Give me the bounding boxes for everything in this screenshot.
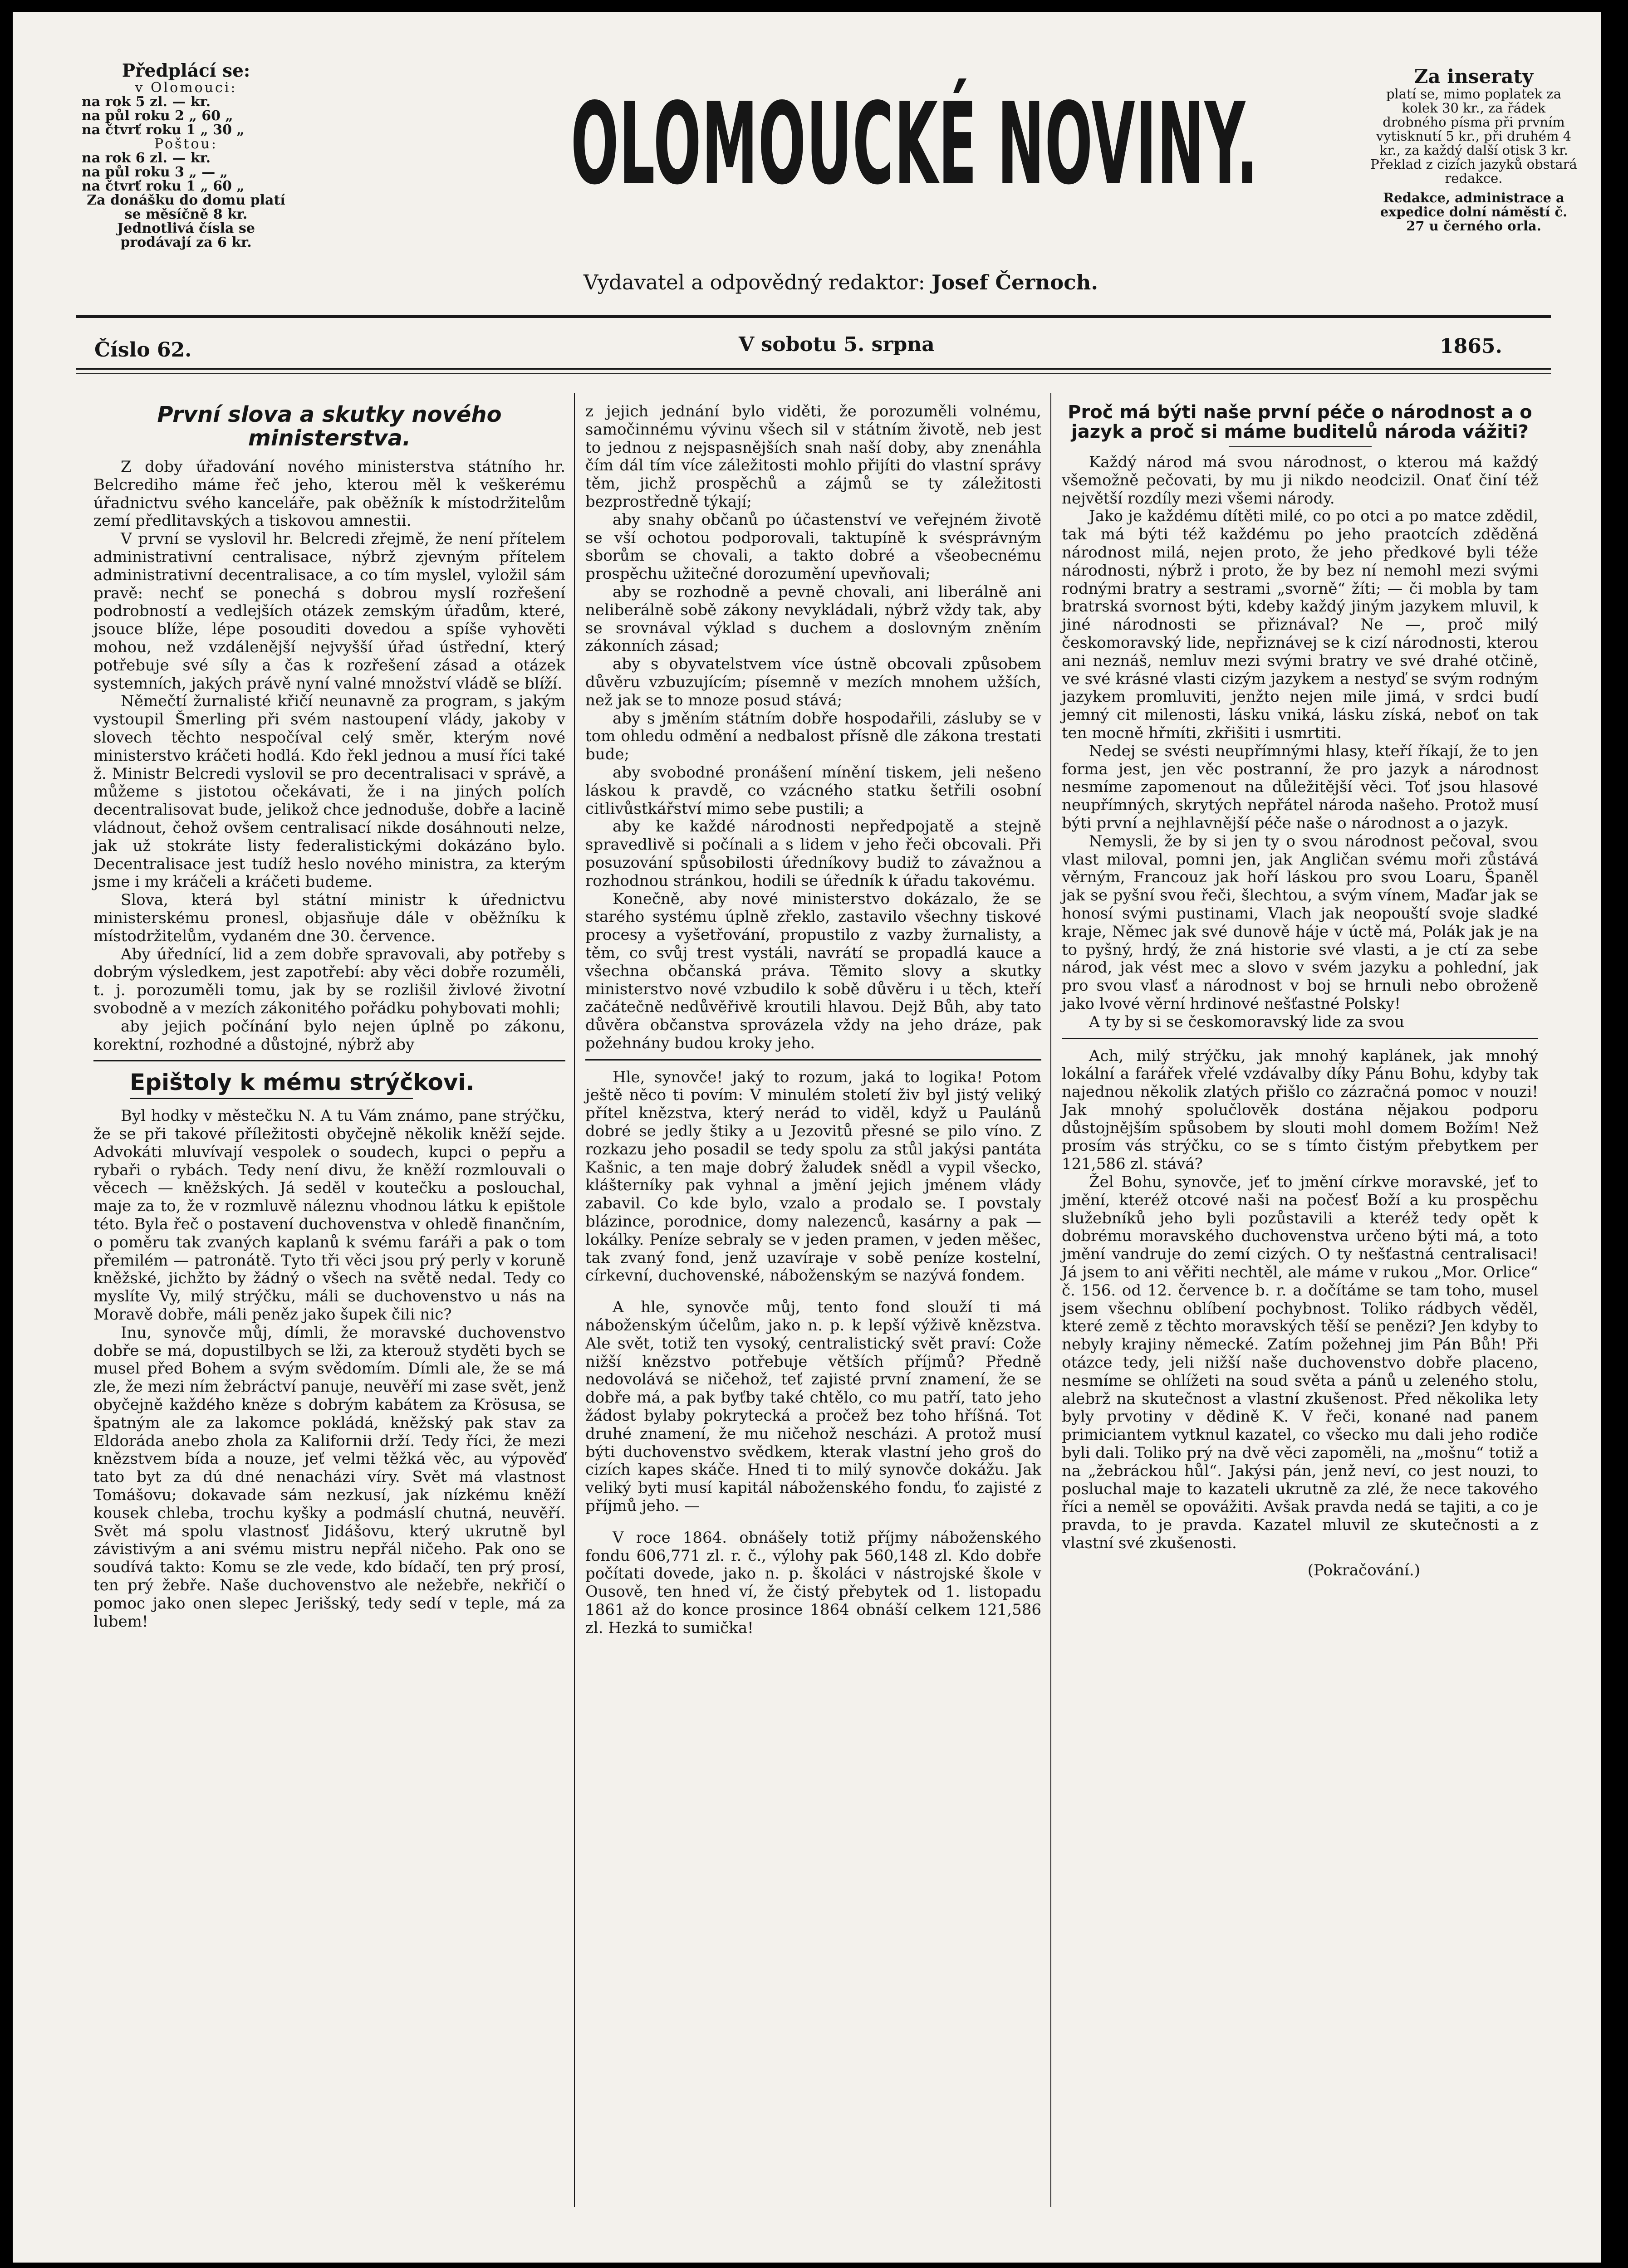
rate-line: na rok 5 zl. — kr. (82, 94, 211, 110)
issue-number: Číslo 62. (94, 338, 192, 362)
article-paragraph: Aby úřednící, lid a zem dobře spravovali, aby potřeby s dobrým výsledkem, jest zapotřebí: aby věci dobře rozuměli, t. j. porozuměli tomu, jak by se rozlišil živlové životní svobodně a v mezích zákonitého pořádku pohybovati mohli; (93, 945, 565, 1017)
publisher-label: Vydavatel a odpovědný redaktor: (583, 270, 925, 294)
column-divider (574, 393, 575, 2207)
post-label: Poštou: (154, 136, 218, 152)
office-address: Redakce, administrace a expedice dolní náměstí č. 27 u černého orla. (1380, 190, 1568, 234)
article-paragraph: aby svobodné pronášení mínění tiskem, jeli nešeno láskou k pravdě, co vzácného statku šetřili osobní citlivůstkářství mimo sebe pustili; a (585, 763, 1041, 818)
article-title: První slova a skutky nového ministerstva. (157, 402, 502, 451)
continued-note: (Pokračování.) (1307, 1561, 1420, 1579)
article-paragraph: Nedej se svésti neupřímnými hlasy, kteří říkají, že to jen forma jest, jen věc postranní, že pro jazyk a národnost nesmíme zapomenout na důležitější věci. Toť jsou hlasové neupřímných, skrytých nepřátel národa našeho. Protož musí býti první a nejhlavnější péče naše o národnost a o jazyk. (1062, 742, 1538, 832)
rate-line: na půl roku 3 „ — „ (82, 164, 228, 180)
subscription-heading: Předplácí se: (122, 60, 250, 81)
article-title: Epištoly k mému strýčkovi. (130, 1069, 475, 1096)
article-paragraph: aby ke každé národnosti nepředpojatě a stejně spravedlivě si počínali a s lidem v jeho řeči obcovali. Při posuzování spůsobilosti úředníkovy budiž to závažnou a rozhodnou stránkou, hodili se úředník k úřadu takovému. (585, 817, 1041, 890)
advertising-box (1369, 66, 1578, 233)
article-paragraph: aby s jměním státním dobře hospodařili, zásluby se v tom ohledu odmění a nedbalost přísně dle zákona trestati bude; (585, 709, 1041, 764)
column-divider (1050, 393, 1051, 2207)
article-paragraph: aby s obyvatelstvem více ústně obcovali způsobem důvěru vzbuzujícím; písemně v mezích mnohem užších, než jak se to mnoze posud stává; (585, 655, 1041, 709)
article-paragraph: Němečtí žurnalisté křičí neunavně za program, s jakým vystoupil Šmerling při svém nastoupení vlády, jakoby v slovech těchto nespočíval celý směr, kterým nové ministerstvo kráčeti hodlá. Kdo řekl jednou a musí říci také ž. Ministr Belcredi vyslovil se pro decentralisaci v správě, a můžeme s jistotou očekávati, že i na jiných polích decentralisovat bude, jelikož chce jednoduše, dobře a lacině vládnout, čehož ovšem centralisací nikde dosáhnouti nelze, jak už stokráte listy federalistickými dokázáno bylo. Decentralisace jest tudíž heslo nového ministra, za kterým jsme i my kráčeli a kráčeti budeme. (93, 692, 566, 891)
article-paragraph: Z doby úřadování nového ministerstva státního hr. Belcrediho máme řeč jeho, kterou měl k veškerému úřadnictvu svého kanceláře, pak oběžník k místodržitelům zemí předlitavských a tiskovou amnestii. (93, 458, 565, 530)
single-issue-note: Jednotlivá čísla se prodávají za 6 kr. (117, 220, 255, 250)
article-title: Proč má býti naše první péče o národnost a o jazyk a proč si máme buditelů národa vážiti? (1068, 402, 1532, 442)
title-underline (130, 1098, 413, 1099)
article-separator (585, 1059, 1041, 1061)
issue-date: V sobotu 5. srpna (739, 333, 935, 356)
ads-heading: Za inseraty (1414, 65, 1534, 88)
column-1 (93, 403, 565, 1631)
masthead-title: OLOMOUCKÉ NOVINY. (571, 79, 1258, 210)
publisher-line (512, 270, 1170, 294)
article-paragraph: Hle, synovče! jaký to rozum, jaká to logika! Potom ještě něco ti povím: V minulém století živ byl jistý veliký přítel knězstva, který nerád to viděl, když u Paulánů dobré se jedly štiky a u Jezovitů přesné se pilo víno. Z rozkazu jeho posadil se tedy spolu za stůl jakýsi pantáta Kašnic, a ten maje dobrý žaludek snědl a vypil všecko, klášterníky pak vyhnal a jmění jejich jménem vlády zabavil. Co kde bylo, vzalo a prodalo se. I povstaly blázince, porodnice, domy nalezenců, kasárny a pak — lokálky. Peníze sebraly se v jeden pramen, v jeden měšec, tak zvaný fond, jenž uzavíraje v sobě peníze kostelní, církevní, duchovenské, náboženským se nazývá fondem. (585, 1068, 1041, 1285)
delivery-note: Za donášku do domu platí se měsíčně 8 kr. (87, 192, 285, 222)
dateline-rule (76, 368, 1551, 370)
article-paragraph: Žel Bohu, synovče, jeť to jmění církve moravské, jeť to jmění, kteréž otcové naši na počesť Boží a ku prospěchu služebníků jeho byli pozůstavili a kteréž tedy opět k dobrému moravského duchovenstva určeno býti má, a toto jmění vandruje do zemí cizých. O ty nešťastná centralisaci! Já jsem to ani věřiti nechtěl, ale máme v rukou „Mor. Orlice“ č. 156. od 12. července b. r. a dočítáme se tam toho, musel jsem všechnu oblíbení pochybnost. Toliko rádbych věděl, které země z těchto moravských těší se penězi? Jen kdyby to nebyly krajiny německé. Zatím požehnej jim Pán Bůh! Při otázce tedy, jeli nižší naše duchovenstvo dobře placeno, nesmíme se ohlížeti na soud světa a pánů u zeleného stolu, alebrž na skutečnost a vlastní zkušenost. Před několika lety byly prvotiny v dědině K. V řeči, konané nad panem primiciantem vytknul kazatel, co všecko mu dali jeho rodiče byli dali. Toliko prý na dvě věci zapoměli, na „mošnu“ totiž a na „žebráckou hůl“. Jakýsi pán, jenž neví, co jest nouzi, to posluchal maje to kazateli ukrutně za zlé, že nece takového říci a neměl se opovážiti. Avšak pravda nedá se tajiti, a co je pravda, to je pravda. Kazatel mluvil ze skutečnosti a z vlastní své zkušenosti. (1062, 1173, 1538, 1553)
column-3 (1062, 403, 1538, 1580)
title-underline (1229, 446, 1372, 447)
rate-line: na rok 6 zl. — kr. (82, 150, 211, 166)
article-paragraph: Slova, která byl státní ministr k úřednictvu ministerskému pronesl, objasňuje dále v oběžníku k místodržitelům, vydaném dne 30. července. (93, 891, 565, 945)
article-paragraph: V roce 1864. obnášely totiž příjmy náboženského fondu 606,771 zl. r. č., výlohy pak 560,148 zl. Kdo dobře počítati dovede, jako n. p. školáci v nástrojské škole v Ousově, ten hned ví, že čistý přebytek od 1. listopadu 1861 až do konce prosince 1864 obnáší celkem 121,586 zl. Hezká to sumička! (585, 1528, 1041, 1637)
article-separator (93, 1060, 565, 1061)
column-2 (585, 403, 1041, 1637)
rate-line: na půl roku 2 „ 60 „ (82, 108, 233, 124)
article-paragraph: aby snahy občanů po účastenství ve veřejném životě se vší ochotou podporovali, taktupíně k svésprávným sborům se chovali, a takto dobré a všeobecnému prospěchu užitečné dorozumění upevňovali; (585, 510, 1041, 583)
article-paragraph: Inu, synovče můj, dímli, že moravské duchovenstvo dobře se má, dopustilbych se lži, za kterouž styděti bych se musel před Bohem a svým svědomím. Dímli ale, že se má zle, že mezi ním žebráctví panuje, neuvěří mi zase svět, jenž obyčejně každého kněze s dobrým kabátem za Krösusa, se špatným ale za lakomce pokládá, kněžský pak stav za Eldoráda anebo zhola za Kalifornii drží. Tedy říci, že mezi knězstvem bída a nouze, jeť velmi těžká věc, au výpověď tato byt za dú dné nenacházi víry. Svět má vlastnost Tomášovu; dokavade sám nezkusí, jak nízkému kněží kousek chleba, trochu kyšky a podmáslí chutná, neuvěří. Svět má spolu vlastnosť Jidášovu, který ukrutně byl závistivým a ani svému mistru nepřál ničeho. Pak ono se soudívá takto: Komu se zle vede, kdo bídačí, ten prý prosí, ten prý žebře. Naše duchovenstvo ale nežebře, nekřičí o pomoc jako onen slepec Jerišský, tedy sedí v teple, má za lubem! (93, 1323, 565, 1631)
article-paragraph: aby se rozhodně a pevně chovali, ani liberálně ani neliberálně sobě zákony nevykládali, nýbrž vždy tak, aby se srovnával výklad s duchem a doslovným zněním zákonních zásad; (585, 582, 1041, 655)
rate-line: na čtvrť roku 1 „ 60 „ (82, 178, 245, 194)
article-paragraph: Každý národ má svou národnost, o kterou má každý všemožně pečovati, by mu ji nikdo neodcizil. Onať činí též největší rozdíly mezi všemi národy. (1062, 453, 1538, 508)
article-paragraph: A hle, synovče můj, tento fond slouží ti má náboženským účelům, jako n. p. k lepší výživě knězstva. Ale svět, totiž ten vysoký, centralistický svět praví: Cože nižší knězstvo potřebuje větších příjmů? Předně nedovolává se ničehož, teť zajisté první znamení, že se dobře má, a pak byťby také chtělo, co mu patří, tato jeho žádost bylaby pokrytecká a pročež bez toho hříšná. Tot druhé znamení, že mu ničehož nescházi. A protož musí býti duchovenstvo svědkem, kterak vlastní jeho groš do cizích kapes skáče. Hned ti to milý synovče dokážu. Jak veliký byti musí kapitál náboženského fondu, ťo zajisté z příjmů jeho. — (585, 1298, 1041, 1515)
article-paragraph: V první se vyslovil hr. Belcredi zřejmě, že není přítelem administrativní centralisace, nýbrž zjevným přítelem administrativní decentralisace, a co tím myslel, vyložil sám pravě: nechť se ponechá s dobrou myslí rozřešení podrobností a vedlejších otázek zemským úřadům, které, jsouce blíže, lépe posouditi dovedou a spíše vyhověti mohou, než vzdálenější nejvyšší úřad ústřední, který potřebuje své síly a čas k rozřešení zásad a otázek systemních, jakých právě nyní valné množství vládě se blíží. (93, 530, 565, 693)
article-paragraph: aby jejich počínání bylo nejen úplně po zákonu, korektní, rozhodné a důstojné, nýbrž aby (93, 1017, 565, 1054)
article-paragraph: Jako je každému dítěti milé, co po otci a po matce zdědil, tak má býti též každému po jeho praotcích zděděná národnost milá, nejen proto, že jeho předkové byli téže národnosti, nýbrž i proto, že by bez ní nemohl mezi svými rodnými bratry a sestrami „svorně“ žíti; — či mobla by tam bratrská svornost býti, kdeby každý jiným jazykem mluvil, k jiné národnosti se přiznával? Ne —, proč milý českomoravský lide, nepřiznávej se k cizí národnosti, kterou ani neznáš, nemluv mezi svými bratry ve své drahé otčině, ve své krásné vlasti cizým jazykem a nestyď se svým rodným jazykem promluviti, jenžto nejen mile jimá, v srdci budí jemný cit milenosti, lásku vniká, lásku získá, neboť on tak ten mocně hřmíti, zkřišiti i usmrtiti. (1062, 507, 1538, 742)
rate-line: na čtvrť roku 1 „ 30 „ (82, 122, 245, 138)
olomouc-label: v Olomouci: (135, 80, 237, 96)
article-paragraph: z jejich jednání bylo viděti, že porozuměli volnému, samočinnému vývinu všech sil v státním životě, neb jest to jednou z nejspasnějších snah naší doby, aby znenáhla čím dál tím více záležitosti mohlo přijíti do vlastní správy těm, jichž prospěchů a zájmů se ty záležitosti bezprostředně týkají; (585, 402, 1041, 511)
newspaper-page (13, 12, 1601, 2263)
article-paragraph: Konečně, aby nové ministerstvo dokázalo, že se starého systému úplně zřeklo, zastavilo všechny tiskové procesy a vyšetřování, propustilo z vazby žurnalisty, a těm, co svůj trest vystáli, navrátí se propadlá kauce a všechna občanská práva. Těmito slovy a skutky ministerstvo nové vzbudilo k sobě důvěru i u těch, kteří začátečně nedůvěřivě kroutili hlavou. Dejž Bůh, aby tato důvěra občanstva sprovázela vždy na jeho dráze, pak požehnány budou kroky jeho. (585, 890, 1041, 1052)
article-paragraph: Nemysli, že by si jen ty o svou národnost pečoval, svou vlast miloval, pomni jen, jak Angličan svému moři zůstává věrným, Francouz jak hoří láskou pro svou Loaru, Španěl jak se pyšní svou řeči, šlechtou, a svým vínem, Maďar jak se honosí svými pustinami, Vlach jak neopouští svoje sladké kraje, Němec jak své dunově háje v úctě má, Polák jak je na to pyšný, hrdý, že zná historie své vlasti, a je ctí za sebe národ, jak vést mec a slovo v svém jazyku a pohlední, jak pro svou vlasť a národnost v boj se hrnuli nebo obroženě jako lvové věrní hrdinové nešťastné Polsky! (1062, 832, 1538, 1013)
article-paragraph: Byl hodky v městečku N. A tu Vám známo, pane strýčku, že se při takové příležitosti obyčejně několik kněží sejde. Advokáti mluvívají vespolek o soudech, kupci o pepřu a rybaři o rybách. Tedy není divu, že kněží rozmlouvali o věcech — kněžských. Já seděl v koutečku a poslouchal, maje za to, že v rozmluvě náleznu vhodnou látku k epištole této. Byla řeč o postavení duchovenstva v ohledě finančním, o poměru tak zvaných kaplanů k svému faráři a pak o tom přemilém — patronátě. Tyto tři věci jsou prý perly v koruně kněžské, jichžto by žádný o všech na světě nedal. Tedy co myslíte Vy, milý strýčku, máli se duchovenstvo u nás na Moravě dobře, máli peněz jako šupek čili nic? (93, 1107, 565, 1324)
issue-year: 1865. (1440, 335, 1502, 358)
dateline-rule-thin (76, 373, 1551, 374)
header-rule (76, 315, 1551, 318)
publisher-name: Josef Černoch. (932, 270, 1098, 294)
article-separator (1062, 1038, 1538, 1039)
subscription-box (82, 61, 290, 249)
article-paragraph: Ach, milý strýčku, jak mnohý kaplánek, jak mnohý lokální a farářek vřelé vzdávalby díky Pánu Bohu, kdyby tak najednou několik zlatých přišlo co zázračná pomoc v nouzi! Jak mnohý spolučlověk dostána nějakou podporu důstojnějším spůsobem by slouti mohl domem Božím! Než prosím vás strýčku, co se s tímto čistým přebytkem per 121,586 zl. stává? (1062, 1046, 1538, 1173)
article-paragraph: A ty by si se českomoravský lide za svou (1089, 1012, 1404, 1031)
ads-rates: platí se, mimo poplatek za kolek 30 kr., za řádek drobného písma při prvním vytisknutí 5 kr., při druhém 4 kr., za každý další otisk 3 kr. Překlad z cizích jazyků obstará redakce. (1370, 86, 1577, 186)
